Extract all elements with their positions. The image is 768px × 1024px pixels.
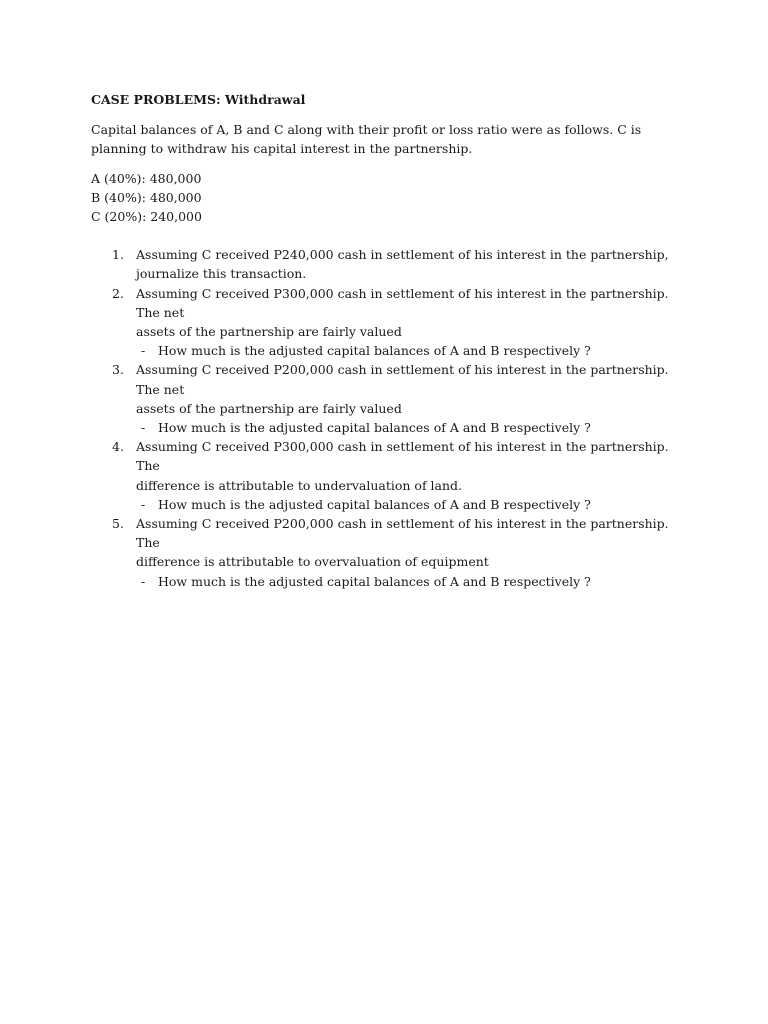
problem-number: 2.: [112, 285, 124, 301]
dash-bullet: -: [141, 496, 146, 512]
problem-text-line: journalize this transaction.: [136, 266, 307, 282]
problem-number: 4.: [112, 439, 124, 455]
balance-a: A (40%): 480,000: [91, 170, 202, 186]
sub-question: [136, 418, 691, 437]
title-rest: Withdrawal: [224, 92, 306, 107]
problem-list: [91, 245, 691, 591]
problem-text-line: Assuming C received P240,000 cash in settlement of his interest in the partnership,: [136, 247, 669, 263]
problem-text-line: Assuming C received P200,000 cash in settlement of his interest in the partnership. The: [136, 516, 669, 551]
problem-number: 5.: [112, 516, 124, 532]
problem-number: 3.: [112, 362, 124, 378]
sub-question-text: How much is the adjusted capital balances of A and B respectively ?: [158, 496, 591, 512]
document-page: [91, 90, 691, 591]
problem-item: [91, 514, 691, 591]
document-title: [91, 90, 691, 109]
problem-text-line: assets of the partnership are fairly valued: [136, 324, 402, 340]
problem-text-line: difference is attributable to undervaluation of land.: [136, 477, 463, 493]
dash-bullet: -: [141, 343, 146, 359]
balance-b: B (40%): 480,000: [91, 189, 202, 205]
problem-text-line: Assuming C received P200,000 cash in settlement of his interest in the partnership. The net: [136, 362, 669, 397]
problem-item: [91, 245, 691, 283]
sub-question-text: How much is the adjusted capital balances of A and B respectively ?: [158, 573, 591, 589]
problem-number: 1.: [112, 247, 124, 263]
problem-text-line: Assuming C received P300,000 cash in settlement of his interest in the partnership. The net: [136, 285, 669, 320]
balance-c: C (20%): 240,000: [91, 209, 202, 225]
dash-bullet: -: [141, 420, 146, 436]
problem-text-line: assets of the partnership are fairly valued: [136, 400, 402, 416]
sub-question: [136, 495, 691, 514]
sub-question-text: How much is the adjusted capital balances of A and B respectively ?: [158, 420, 591, 436]
problem-item: [91, 284, 691, 361]
title-bold: CASE PROBLEMS:: [91, 92, 225, 107]
capital-balances: [91, 169, 691, 227]
problem-item: [91, 437, 691, 514]
dash-bullet: -: [141, 573, 146, 589]
problem-text-line: difference is attributable to overvaluation of equipment: [136, 554, 489, 570]
problem-text-line: Assuming C received P300,000 cash in settlement of his interest in the partnership. The: [136, 439, 669, 474]
problem-item: [91, 360, 691, 437]
intro-paragraph: Capital balances of A, B and C along with their profit or loss ratio were as follows. C is planning to withdraw his capital interest in the partnership.: [91, 122, 642, 157]
sub-question-text: How much is the adjusted capital balances of A and B respectively ?: [158, 343, 591, 359]
sub-question: [136, 572, 691, 591]
sub-question: [136, 341, 691, 360]
